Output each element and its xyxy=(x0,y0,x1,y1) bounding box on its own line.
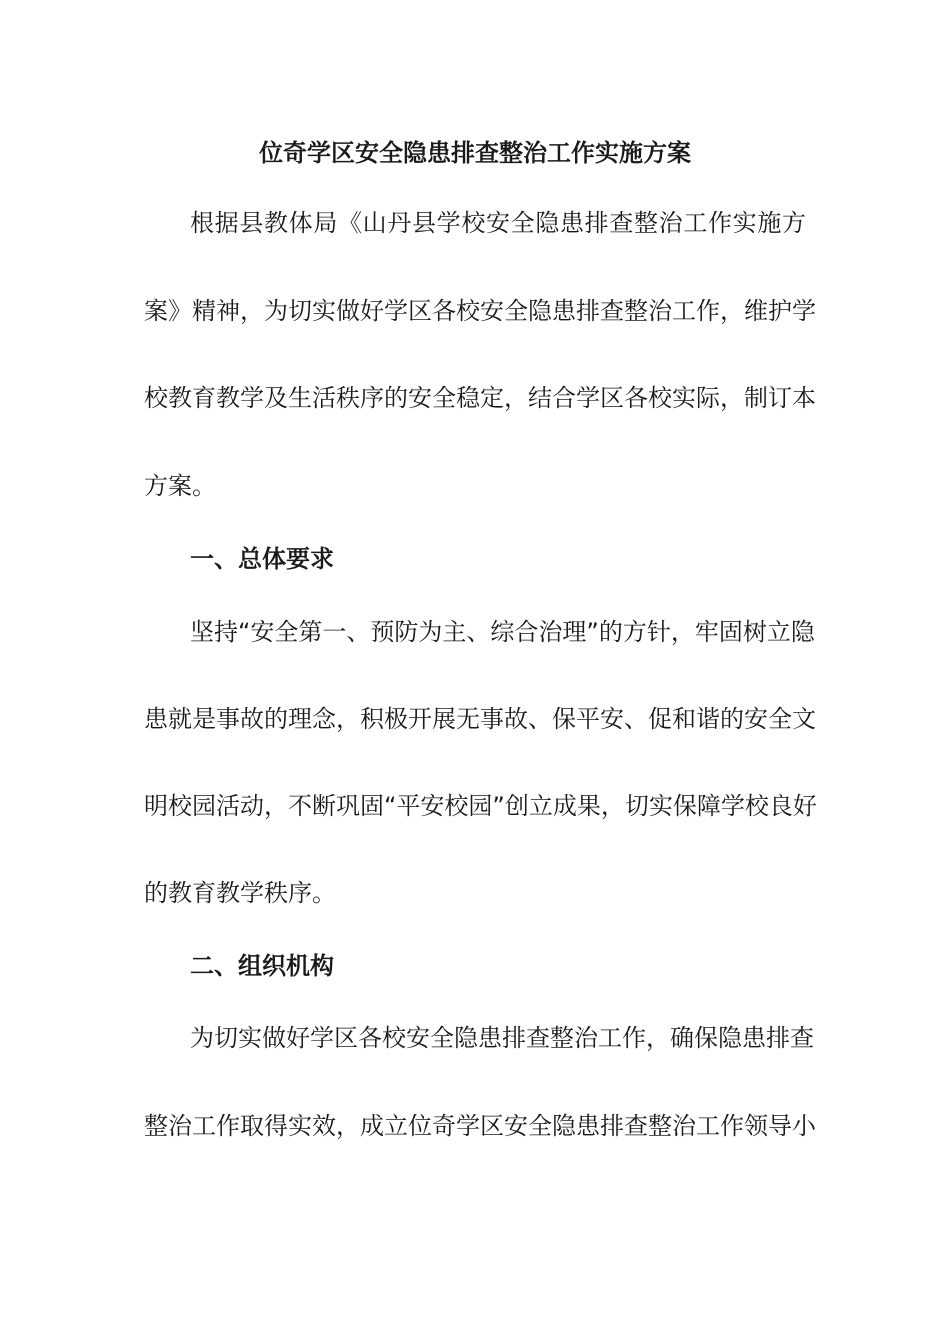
paragraph-line: 根据县教体局《山丹县学校安全隐患排查整治工作实施方 xyxy=(190,209,806,237)
paragraph-line: 的教育教学秩序。 xyxy=(144,879,336,907)
paragraph-line: 为切实做好学区各校安全隐患排查整治工作，确保隐患排查 xyxy=(190,1024,814,1052)
document-title: 位奇学区安全隐患排查整治工作实施方案 xyxy=(259,139,691,167)
paragraph-line: 明校园活动，不断巩固“平安校园”创立成果，切实保障学校良好 xyxy=(144,792,817,820)
paragraph-line: 方案。 xyxy=(144,472,216,500)
section-heading: 二、组织机构 xyxy=(190,952,334,980)
paragraph-line: 整治工作取得实效，成立位奇学区安全隐患排查整治工作领导小 xyxy=(144,1112,816,1140)
paragraph-line: 患就是事故的理念，积极开展无事故、保平安、促和谐的安全文 xyxy=(144,705,816,733)
paragraph-line: 案》精神，为切实做好学区各校安全隐患排查整治工作，维护学 xyxy=(144,297,816,325)
paragraph-line: 坚持“安全第一、预防为主、综合治理”的方针，牢固树立隐 xyxy=(190,618,815,646)
paragraph-line: 校教育教学及生活秩序的安全稳定，结合学区各校实际，制订本 xyxy=(144,384,816,412)
section-heading: 一、总体要求 xyxy=(190,545,334,573)
